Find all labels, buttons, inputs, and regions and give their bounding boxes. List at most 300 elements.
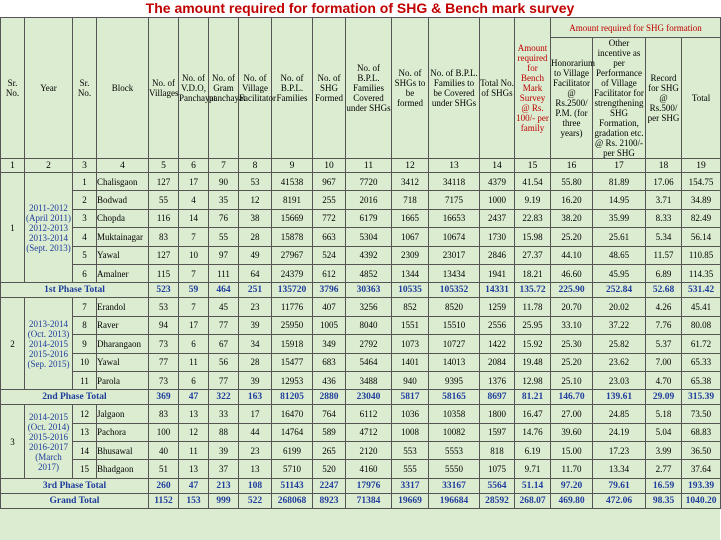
hdr-shg-to-form: No. of SHGs to be formed: [392, 18, 429, 159]
cell-value: 1730: [480, 228, 515, 246]
total-value: 260: [149, 478, 179, 493]
cell-value: 45: [209, 298, 239, 316]
phase-total-label: 1st Phase Total: [1, 283, 149, 298]
block-name: Jalgaon: [97, 405, 149, 423]
block-name: Dharangaon: [97, 335, 149, 353]
total-value: 225.90: [551, 283, 593, 298]
cell-value: 1665: [392, 209, 429, 227]
cell-value: 7.00: [646, 353, 682, 371]
phase-total-label: 2nd Phase Total: [1, 390, 149, 405]
cell-value: 1036: [392, 405, 429, 423]
cell-value: 83: [149, 228, 179, 246]
cell-value: 7: [179, 264, 209, 282]
cell-value: 16.20: [551, 191, 593, 209]
column-number: 1: [1, 159, 25, 173]
cell-value: 818: [480, 442, 515, 460]
cell-value: 127: [149, 246, 179, 264]
grand-total-value: 999: [209, 493, 239, 508]
cell-value: 2120: [346, 442, 392, 460]
column-number: 7: [209, 159, 239, 173]
total-value: 59: [179, 283, 209, 298]
cell-value: 967: [313, 173, 346, 191]
cell-value: 4: [73, 228, 97, 246]
grand-total-value: 268068: [272, 493, 313, 508]
cell-value: 7.76: [646, 316, 682, 334]
cell-value: 73: [149, 335, 179, 353]
column-number: 9: [272, 159, 313, 173]
cell-value: 1008: [392, 423, 429, 441]
grand-total-value: 469.80: [551, 493, 593, 508]
cell-value: 46.60: [551, 264, 593, 282]
table-row: [1, 405, 721, 423]
grand-total-value: 71384: [346, 493, 392, 508]
cell-value: 17: [179, 173, 209, 191]
cell-value: 38: [239, 209, 272, 227]
total-value: 315.39: [682, 390, 721, 405]
cell-value: 28: [239, 353, 272, 371]
block-name: Pachora: [97, 423, 149, 441]
cell-value: 25950: [272, 316, 313, 334]
cell-value: 15.00: [551, 442, 593, 460]
cell-value: 6: [73, 264, 97, 282]
phase-total-row: [1, 390, 721, 405]
cell-value: 25.20: [551, 353, 593, 371]
table-row: [1, 246, 721, 264]
total-value: 251: [239, 283, 272, 298]
cell-value: 51: [149, 460, 179, 478]
cell-value: 6112: [346, 405, 392, 423]
hdr-bench-mark: Amount required for Bench Mark Survey @ Rs. 100/- per family: [515, 18, 551, 159]
hdr-gram-panchayat: No. of Gram panchayat: [209, 18, 239, 159]
cell-value: 116: [149, 209, 179, 227]
block-name: Bhusawal: [97, 442, 149, 460]
cell-value: 17: [179, 316, 209, 334]
cell-value: 33: [209, 405, 239, 423]
cell-value: 589: [313, 423, 346, 441]
grand-total-value: 268.07: [515, 493, 551, 508]
cell-value: 8520: [429, 298, 480, 316]
total-value: 5564: [480, 478, 515, 493]
cell-value: 65.33: [682, 353, 721, 371]
cell-value: 11.70: [551, 460, 593, 478]
cell-value: 44.10: [551, 246, 593, 264]
block-name: Muktainagar: [97, 228, 149, 246]
total-value: 97.20: [551, 478, 593, 493]
column-number: 13: [429, 159, 480, 173]
total-value: 3796: [313, 283, 346, 298]
total-value: 5817: [392, 390, 429, 405]
cell-value: 13434: [429, 264, 480, 282]
grand-total-row: [1, 493, 721, 508]
cell-value: 25.10: [551, 371, 593, 389]
cell-value: 4.26: [646, 298, 682, 316]
cell-value: 3488: [346, 371, 392, 389]
cell-value: 3412: [392, 173, 429, 191]
cell-value: 13: [179, 405, 209, 423]
cell-value: 77: [149, 353, 179, 371]
cell-value: 25.95: [515, 316, 551, 334]
cell-value: 16470: [272, 405, 313, 423]
cell-value: 27.37: [515, 246, 551, 264]
total-value: 81.21: [515, 390, 551, 405]
grand-total-value: 1152: [149, 493, 179, 508]
total-value: 2880: [313, 390, 346, 405]
cell-value: 40: [149, 442, 179, 460]
cell-value: 10674: [429, 228, 480, 246]
cell-value: 11: [73, 371, 97, 389]
cell-value: 1344: [392, 264, 429, 282]
cell-value: 37: [209, 460, 239, 478]
cell-value: 4160: [346, 460, 392, 478]
cell-value: 1551: [392, 316, 429, 334]
cell-value: 82.49: [682, 209, 721, 227]
cell-value: 25.30: [551, 335, 593, 353]
cell-value: 2: [73, 191, 97, 209]
spreadsheet: [0, 17, 720, 540]
total-value: 163: [239, 390, 272, 405]
hdr-shg-formation-group: Amount required for SHG formation: [551, 18, 721, 38]
grand-total-value: 28592: [480, 493, 515, 508]
column-number: 4: [97, 159, 149, 173]
cell-value: 1075: [480, 460, 515, 478]
column-number: 17: [593, 159, 646, 173]
table-row: [1, 442, 721, 460]
cell-value: 520: [313, 460, 346, 478]
cell-value: 23.03: [593, 371, 646, 389]
cell-value: 44: [239, 423, 272, 441]
cell-value: 53: [239, 173, 272, 191]
cell-value: 25.82: [593, 335, 646, 353]
cell-value: 4.70: [646, 371, 682, 389]
cell-value: 12: [179, 423, 209, 441]
grand-total-value: 153: [179, 493, 209, 508]
cell-value: 555: [392, 460, 429, 478]
total-value: 2247: [313, 478, 346, 493]
column-number: 5: [149, 159, 179, 173]
cell-value: 10727: [429, 335, 480, 353]
hdr-block: Block: [97, 18, 149, 159]
cell-value: 940: [392, 371, 429, 389]
cell-value: 612: [313, 264, 346, 282]
cell-value: 5.34: [646, 228, 682, 246]
cell-value: 12953: [272, 371, 313, 389]
cell-value: 94: [149, 316, 179, 334]
cell-value: 436: [313, 371, 346, 389]
cell-value: 33.10: [551, 316, 593, 334]
cell-value: 7: [179, 298, 209, 316]
cell-value: 14.76: [515, 423, 551, 441]
column-number: 8: [239, 159, 272, 173]
hdr-bpl-to-cover: No. of B.P.L. Families to be Covered under SHGs: [429, 18, 480, 159]
cell-value: 683: [313, 353, 346, 371]
cell-value: 115: [149, 264, 179, 282]
cell-value: 73: [149, 371, 179, 389]
phase-years: 2014-2015 (Oct. 2014) 2015-2016 2016-2017 (March 2017): [25, 405, 73, 479]
cell-value: 7720: [346, 173, 392, 191]
cell-value: 6179: [346, 209, 392, 227]
cell-value: 25.20: [551, 228, 593, 246]
cell-value: 852: [392, 298, 429, 316]
grand-total-value: 8923: [313, 493, 346, 508]
cell-value: 718: [392, 191, 429, 209]
cell-value: 23: [239, 442, 272, 460]
cell-value: 1401: [392, 353, 429, 371]
cell-value: 23: [239, 298, 272, 316]
cell-value: 83: [149, 405, 179, 423]
total-value: 193.39: [682, 478, 721, 493]
total-value: 10535: [392, 283, 429, 298]
total-value: 16.59: [646, 478, 682, 493]
cell-value: 1800: [480, 405, 515, 423]
hdr-shg-formed: No. of SHG Formed: [313, 18, 346, 159]
cell-value: 8040: [346, 316, 392, 334]
block-name: Parola: [97, 371, 149, 389]
column-number: 14: [480, 159, 515, 173]
phase-years: 2013-2014 (Oct. 2013) 2014-2015 2015-2016 (Sep. 2015): [25, 298, 73, 390]
cell-value: 64: [239, 264, 272, 282]
block-name: Chalisgaon: [97, 173, 149, 191]
cell-value: 5553: [429, 442, 480, 460]
total-value: 252.84: [593, 283, 646, 298]
cell-value: 1376: [480, 371, 515, 389]
cell-value: 111: [209, 264, 239, 282]
total-value: 135720: [272, 283, 313, 298]
cell-value: 39: [239, 371, 272, 389]
cell-value: 2437: [480, 209, 515, 227]
cell-value: 2084: [480, 353, 515, 371]
cell-value: 80.08: [682, 316, 721, 334]
cell-value: 53: [149, 298, 179, 316]
cell-value: 23.62: [593, 353, 646, 371]
cell-value: 6: [179, 371, 209, 389]
total-value: 51143: [272, 478, 313, 493]
hdr-other-incentive: Other incentive as per Performance of Village Facilitator for strengthening SHG Formation, gradation etc. @ Rs. 2100/- per SHG: [594, 38, 644, 158]
total-value: 213: [209, 478, 239, 493]
grand-total-value: 196684: [429, 493, 480, 508]
cell-value: 3.71: [646, 191, 682, 209]
table-row: [1, 316, 721, 334]
cell-value: 28: [239, 228, 272, 246]
phase-sr-no: 1: [1, 173, 25, 283]
hdr-sr-no-2: Sr. No.: [73, 18, 97, 159]
hdr-facilitator: No. of Village Facilitator: [239, 18, 272, 159]
cell-value: 6.89: [646, 264, 682, 282]
column-number: 16: [551, 159, 593, 173]
cell-value: 18.21: [515, 264, 551, 282]
total-value: 47: [179, 390, 209, 405]
cell-value: 5: [73, 246, 97, 264]
column-number: 2: [25, 159, 73, 173]
cell-value: 11: [179, 353, 209, 371]
cell-value: 56: [209, 353, 239, 371]
cell-value: 14: [179, 209, 209, 227]
cell-value: 65.38: [682, 371, 721, 389]
cell-value: 14: [73, 442, 97, 460]
cell-value: 9.19: [515, 191, 551, 209]
cell-value: 12: [73, 405, 97, 423]
cell-value: 10358: [429, 405, 480, 423]
block-name: Bodwad: [97, 191, 149, 209]
cell-value: 15878: [272, 228, 313, 246]
cell-value: 100: [149, 423, 179, 441]
table-row: [1, 371, 721, 389]
page-title: The amount required for formation of SHG & Bench mark survey: [145, 0, 575, 16]
column-number-row: [1, 159, 721, 173]
cell-value: 24.85: [593, 405, 646, 423]
cell-value: 22.83: [515, 209, 551, 227]
cell-value: 45.41: [682, 298, 721, 316]
cell-value: 3.99: [646, 442, 682, 460]
cell-value: 16653: [429, 209, 480, 227]
cell-value: 772: [313, 209, 346, 227]
cell-value: 1067: [392, 228, 429, 246]
hdr-bpl-covered: No. of B.P.L. Families Covered under SHGs: [346, 18, 392, 159]
cell-value: 663: [313, 228, 346, 246]
cell-value: 1073: [392, 335, 429, 353]
cell-value: 265: [313, 442, 346, 460]
phase-years: 2011-2012 (April 2011) 2012-2013 2013-2014 (Sept. 2013): [25, 173, 73, 283]
cell-value: 36.50: [682, 442, 721, 460]
hdr-bpl-families: No. of B.P.L. Families: [272, 18, 313, 159]
total-value: 8697: [480, 390, 515, 405]
cell-value: 16.47: [515, 405, 551, 423]
phase-sr-no: 3: [1, 405, 25, 479]
cell-value: 7: [179, 228, 209, 246]
cell-value: 15669: [272, 209, 313, 227]
cell-value: 12: [239, 191, 272, 209]
total-value: 3317: [392, 478, 429, 493]
cell-value: 1597: [480, 423, 515, 441]
table-row: [1, 298, 721, 316]
total-value: 146.70: [551, 390, 593, 405]
block-name: Erandol: [97, 298, 149, 316]
cell-value: 5464: [346, 353, 392, 371]
cell-value: 1000: [480, 191, 515, 209]
cell-value: 2846: [480, 246, 515, 264]
cell-value: 15510: [429, 316, 480, 334]
total-value: 30363: [346, 283, 392, 298]
cell-value: 349: [313, 335, 346, 353]
total-value: 523: [149, 283, 179, 298]
cell-value: 5.18: [646, 405, 682, 423]
cell-value: 114.35: [682, 264, 721, 282]
grand-total-value: 472.06: [593, 493, 646, 508]
cell-value: 6.19: [515, 442, 551, 460]
cell-value: 11: [179, 442, 209, 460]
block-name: Raver: [97, 316, 149, 334]
column-number: 11: [346, 159, 392, 173]
cell-value: 37.22: [593, 316, 646, 334]
total-value: 17976: [346, 478, 392, 493]
grand-total-value: 19669: [392, 493, 429, 508]
cell-value: 39: [239, 316, 272, 334]
cell-value: 10082: [429, 423, 480, 441]
cell-value: 41.54: [515, 173, 551, 191]
hdr-total: Total: [682, 38, 721, 159]
total-value: 52.68: [646, 283, 682, 298]
total-value: 105352: [429, 283, 480, 298]
block-name: Amalner: [97, 264, 149, 282]
cell-value: 15: [73, 460, 97, 478]
table-row: [1, 460, 721, 478]
cell-value: 19.48: [515, 353, 551, 371]
cell-value: 4852: [346, 264, 392, 282]
cell-value: 76: [209, 209, 239, 227]
total-value: 135.72: [515, 283, 551, 298]
cell-value: 27.00: [551, 405, 593, 423]
grand-total-value: 98.35: [646, 493, 682, 508]
hdr-honorarium: Honorarium to Village Facilitator @ Rs.2500/ P.M. (for three years): [551, 38, 593, 159]
cell-value: 27967: [272, 246, 313, 264]
table-row: [1, 264, 721, 282]
table-row: [1, 335, 721, 353]
cell-value: 2016: [346, 191, 392, 209]
cell-value: 77: [209, 371, 239, 389]
cell-value: 1: [73, 173, 97, 191]
cell-value: 6: [179, 335, 209, 353]
total-value: 531.42: [682, 283, 721, 298]
cell-value: 67: [209, 335, 239, 353]
total-value: 369: [149, 390, 179, 405]
cell-value: 39: [209, 442, 239, 460]
cell-value: 90: [209, 173, 239, 191]
cell-value: 45.95: [593, 264, 646, 282]
cell-value: 9: [73, 335, 97, 353]
cell-value: 5550: [429, 460, 480, 478]
total-value: 14331: [480, 283, 515, 298]
cell-value: 10: [179, 246, 209, 264]
block-name: Chopda: [97, 209, 149, 227]
table-row: [1, 173, 721, 191]
cell-value: 7175: [429, 191, 480, 209]
cell-value: 3: [73, 209, 97, 227]
cell-value: 49: [239, 246, 272, 264]
total-value: 139.61: [593, 390, 646, 405]
cell-value: 56.14: [682, 228, 721, 246]
cell-value: 8.33: [646, 209, 682, 227]
cell-value: 11.78: [515, 298, 551, 316]
cell-value: 14764: [272, 423, 313, 441]
cell-value: 13.34: [593, 460, 646, 478]
cell-value: 1941: [480, 264, 515, 282]
cell-value: 38.20: [551, 209, 593, 227]
column-number: 3: [73, 159, 97, 173]
cell-value: 14.95: [593, 191, 646, 209]
cell-value: 524: [313, 246, 346, 264]
cell-value: 8191: [272, 191, 313, 209]
grand-total-label: Grand Total: [1, 493, 149, 508]
block-name: Bhadgaon: [97, 460, 149, 478]
cell-value: 17: [239, 405, 272, 423]
column-number: 15: [515, 159, 551, 173]
cell-value: 12.98: [515, 371, 551, 389]
total-value: 322: [209, 390, 239, 405]
cell-value: 61.72: [682, 335, 721, 353]
total-value: 29.09: [646, 390, 682, 405]
cell-value: 81.89: [593, 173, 646, 191]
cell-value: 4392: [346, 246, 392, 264]
cell-value: 11776: [272, 298, 313, 316]
hdr-year: Year: [25, 18, 73, 159]
cell-value: 9.71: [515, 460, 551, 478]
phase-total-row: [1, 283, 721, 298]
total-value: 58165: [429, 390, 480, 405]
cell-value: 17.06: [646, 173, 682, 191]
cell-value: 9395: [429, 371, 480, 389]
cell-value: 1422: [480, 335, 515, 353]
total-value: 81205: [272, 390, 313, 405]
cell-value: 4: [179, 191, 209, 209]
